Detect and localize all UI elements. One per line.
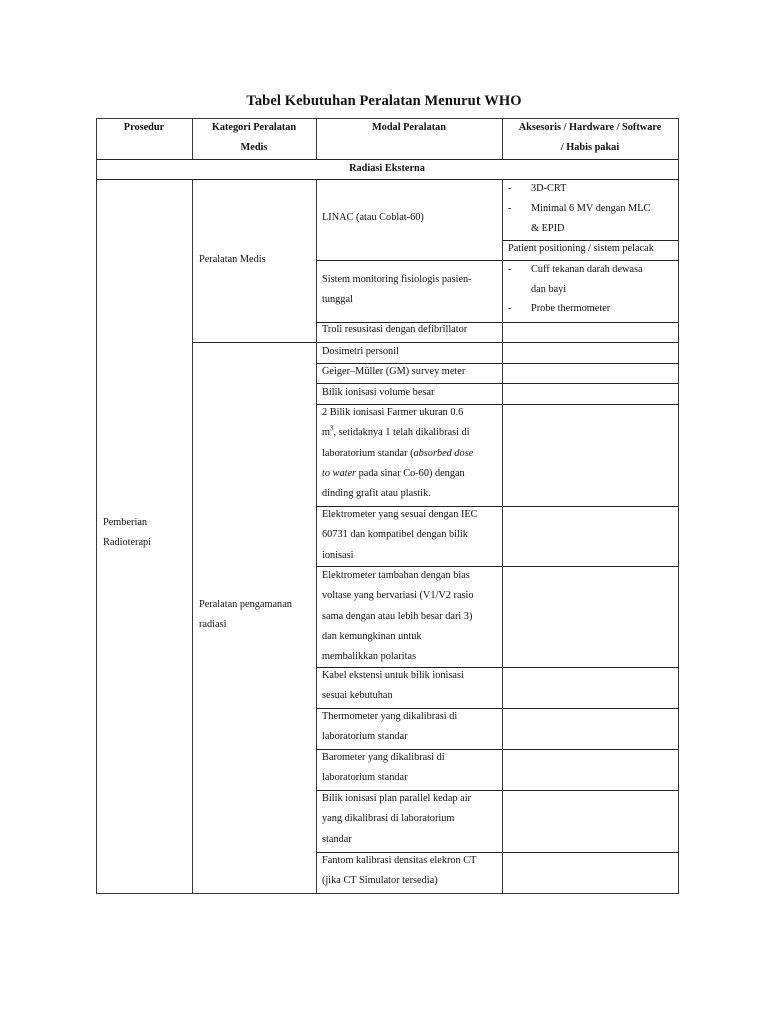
farmer-italic: absorbed dose xyxy=(413,447,474,459)
farmer-line-5: dinding grafit atau plastik. xyxy=(322,488,431,500)
row-kabel: Kabel ekstensi untuk bilik ionisasi sesuai kebutuhan xyxy=(322,670,464,702)
header-prosedur: Prosedur xyxy=(123,122,165,133)
document-title: Tabel Kebutuhan Peralatan Menurut WHO xyxy=(246,93,522,109)
row-thermometer: Thermometer yang dikalibrasi di laboratorium standar xyxy=(322,711,458,743)
header-kategori: Kategori Peralatan Medis xyxy=(211,122,297,154)
accessory-cuff: Cuff tekanan darah dewasa dan bayi xyxy=(531,264,643,295)
row-bilik-parallel: Bilik ionisasi plan parallel kedap air yang dikalibrasi di laboratorium standar xyxy=(322,793,471,845)
procedure-label: Pemberian Radioterapi xyxy=(103,517,152,549)
row-barometer: Barometer yang dikalibrasi di laboratorium standar xyxy=(322,752,445,784)
bullet-dash: - xyxy=(508,264,512,275)
accessory-3d-crt: 3D-CRT xyxy=(531,183,567,194)
farmer-italic: to water xyxy=(322,467,357,479)
row-monitoring: Sistem monitoring fisiologis pasien- tunggal xyxy=(322,274,472,306)
accessory-minimal-6mv: Minimal 6 MV dengan MLC & EPID xyxy=(531,203,651,234)
row-fantom: Fantom kalibrasi densitas elekron CT (jika CT Simulator tersedia) xyxy=(322,855,477,887)
farmer-text: pada sinar Co-60) dengan xyxy=(356,467,465,479)
accessory-patient-positioning: Patient positioning / sistem pelacak xyxy=(508,243,654,254)
row-elektrometer: Elektrometer yang sesuai dengan IEC 60731 dan kompatibel dengan bilik ionisasi xyxy=(322,509,478,561)
bullet-dash: - xyxy=(508,183,512,194)
farmer-line-3 xyxy=(322,444,502,464)
farmer-line-2 xyxy=(322,423,502,443)
row-dosimetri: Dosimetri personil xyxy=(322,346,399,357)
row-bilik-farmer xyxy=(322,403,502,504)
farmer-text: laboratorium standar ( xyxy=(322,447,414,459)
farmer-line-1: 2 Bilik ionisasi Farmer ukuran 0.6 xyxy=(322,407,464,418)
row-geiger: Geiger–Müller (GM) survey meter xyxy=(322,366,466,377)
farmer-unit: m xyxy=(322,427,331,439)
farmer-line-4 xyxy=(322,464,502,484)
bullet-dash: - xyxy=(508,203,512,214)
farmer-superscript: 3 xyxy=(330,424,334,433)
row-troli: Troli resusitasi dengan defibrillator xyxy=(322,324,468,335)
farmer-text: , setidaknya 1 telah dikalibrasi di xyxy=(333,427,470,439)
header-aksesoris: Aksesoris / Hardware / Software / Habis pakai xyxy=(518,122,662,154)
bullet-dash: - xyxy=(508,303,512,314)
row-elektrometer-tambahan: Elektrometer tambahan dengan bias voltase yang bervariasi (V1/V2 rasio sama dengan atau lebih besar dari 3) dan kemungkinan untuk membalikkan polaritas xyxy=(322,570,474,663)
accessory-probe-thermometer: Probe thermometer xyxy=(531,303,611,314)
section-radiasi-eksterna: Radiasi Eksterna xyxy=(349,163,425,174)
row-bilik-besar: Bilik ionisasi volume besar xyxy=(322,387,435,398)
header-modal: Modal Peralatan xyxy=(371,122,447,133)
category-peralatan-pengamanan: Peralatan pengamanan radiasi xyxy=(199,599,292,631)
row-linac: LINAC (atau Coblat-60) xyxy=(322,212,424,223)
category-peralatan-medis: Peralatan Medis xyxy=(199,254,266,265)
